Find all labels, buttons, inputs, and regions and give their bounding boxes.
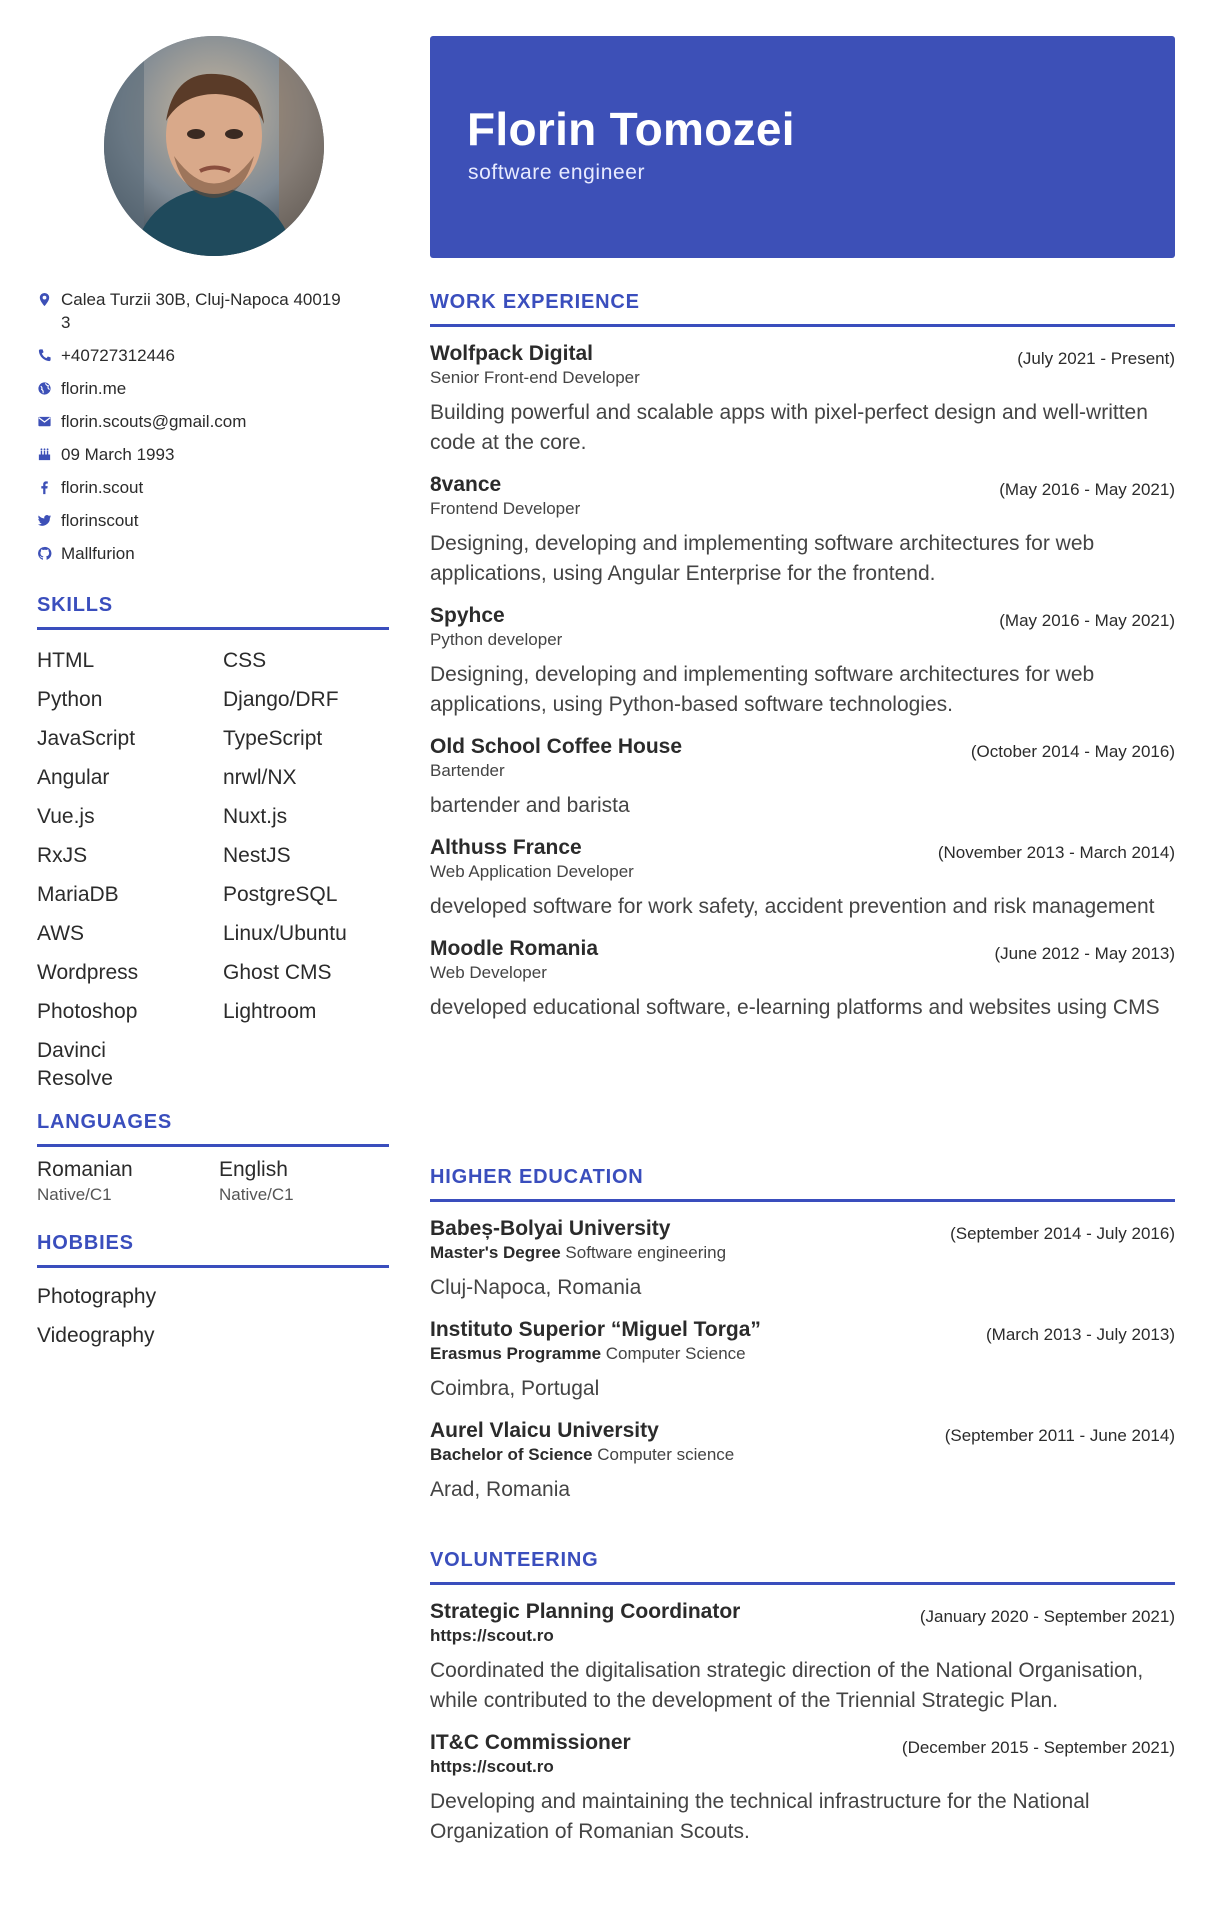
work-desc: developed educational software, e-learning platforms and websites using CMS [430,996,1160,1019]
education-degree: Bachelor of Science [430,1445,593,1464]
education-field: Computer Science [605,1344,746,1363]
volunteering-title: VOLUNTEERING [430,1549,1175,1585]
person-name: Florin Tomozei [467,103,795,155]
skills-section [37,594,389,1099]
work-desc: bartender and barista [430,794,630,817]
education-degree: Erasmus Programme [430,1344,602,1363]
skill-item: MariaDB [37,883,119,906]
language-name: Romanian [37,1158,133,1181]
email-icon [37,410,61,433]
skill-item: Python [37,688,103,711]
twitter-icon [37,509,61,532]
work-entry [430,835,1175,922]
work-org: Wolfpack Digital [430,342,593,365]
work-desc: Designing, developing and implementing software architectures for web applications, using Python-based software technologies. [430,663,1095,716]
education-location: Cluj-Napoca, Romania [430,1276,642,1299]
contact-address [37,288,389,334]
person-role: software engineer [468,161,646,184]
contact-address-text: Calea Turzii 30B, Cluj-Napoca 40019 3 [61,290,341,332]
language-name: English [219,1158,288,1181]
contact-email-text: florin.scouts@gmail.com [61,412,247,431]
education-section [430,1166,1175,1505]
volunteering-section [430,1549,1175,1847]
skill-item: Angular [37,766,110,789]
language-level: Native/C1 [37,1185,112,1204]
work-entry [430,341,1175,458]
education-org: Instituto Superior “Miguel Torga” [430,1318,761,1341]
education-degree-line [430,1444,734,1466]
volunteering-link-line [430,1756,631,1778]
work-date: (November 2013 - March 2014) [937,843,1175,862]
work-title: WORK EXPERIENCE [430,291,1175,327]
work-desc: developed software for work safety, accident prevention and risk management [430,895,1155,918]
volunteering-entry [430,1730,1175,1847]
contact-twitter[interactable] [37,509,389,532]
contact-list [37,288,389,575]
skill-item: CSS [223,649,267,672]
education-degree-line [430,1343,761,1365]
education-title: HIGHER EDUCATION [430,1166,1175,1202]
work-org: Spyhce [430,604,505,627]
work-desc: Designing, developing and implementing software architectures for web applications, using Angular Enterprise for the frontend. [430,532,1095,585]
volunteering-link-line [430,1625,740,1647]
contact-facebook-text: florin.scout [61,478,144,497]
volunteering-date: (January 2020 - September 2021) [919,1607,1175,1626]
work-entry [430,734,1175,821]
skill-item: TypeScript [223,727,323,750]
work-date: (June 2012 - May 2013) [994,944,1175,963]
work-position: Frontend Developer [430,499,581,518]
contact-website[interactable] [37,377,389,400]
skill-item: PostgreSQL [223,883,338,906]
language-item [37,1157,219,1207]
language-item [219,1157,389,1207]
contact-facebook[interactable] [37,476,389,499]
skill-item: Davinci Resolve [37,1039,113,1090]
hobbies-section [37,1232,389,1356]
volunteering-desc: Coordinated the digitalisation strategic direction of the National Organisation, while contributed to the development of the Triennial Strategic Plan. [430,1659,1144,1712]
skill-item: Vue.js [37,805,95,828]
work-org: Althuss France [430,836,582,859]
volunteering-link[interactable]: https://scout.ro [430,1757,554,1776]
skill-item: Django/DRF [223,688,339,711]
languages-title: LANGUAGES [37,1111,389,1147]
name-header [430,36,1175,258]
education-location: Coimbra, Portugal [430,1377,600,1400]
skill-item: Wordpress [37,961,139,984]
right-column [430,36,1175,1843]
profile-photo [104,36,324,256]
skill-item: HTML [37,649,95,672]
skill-item: Linux/Ubuntu [223,922,347,945]
volunteering-link[interactable]: https://scout.ro [430,1626,554,1645]
work-date: (October 2014 - May 2016) [970,742,1175,761]
globe-icon [37,377,61,400]
volunteering-role: IT&C Commissioner [430,1731,631,1754]
skill-item: RxJS [37,844,88,867]
education-degree-line [430,1242,726,1264]
languages-section [37,1111,389,1207]
work-section [430,291,1175,1023]
language-level: Native/C1 [219,1185,294,1204]
birthday-cake-icon [37,443,61,466]
education-location: Arad, Romania [430,1478,571,1501]
work-org: 8vance [430,473,502,496]
skills-title: SKILLS [37,594,389,630]
work-entry [430,936,1175,1023]
skill-item: Lightroom [223,1000,317,1023]
work-position: Web Application Developer [430,862,634,881]
education-entry [430,1317,1175,1404]
contact-github[interactable] [37,542,389,565]
skill-item: Nuxt.js [223,805,288,828]
work-position: Python developer [430,630,563,649]
volunteering-entry [430,1599,1175,1716]
education-degree: Master's Degree [430,1243,561,1262]
education-entry [430,1216,1175,1303]
map-pin-icon [37,288,61,311]
skills-list [37,642,389,1099]
hobbies-list [37,1278,389,1356]
education-org: Aurel Vlaicu University [430,1419,659,1442]
work-entry [430,472,1175,589]
hobby-item: Videography [37,1324,155,1347]
work-position: Bartender [430,761,505,780]
skill-item: NestJS [223,844,291,867]
hobbies-title: HOBBIES [37,1232,389,1268]
work-entry [430,603,1175,720]
phone-icon [37,344,61,367]
education-field: Software engineering [565,1243,727,1262]
work-org: Old School Coffee House [430,735,683,758]
contact-github-text: Mallfurion [61,544,135,563]
volunteering-role: Strategic Planning Coordinator [430,1600,741,1623]
education-date: (September 2014 - July 2016) [950,1224,1175,1243]
volunteering-desc: Developing and maintaining the technical infrastructure for the National Organization of Romanian Scouts. [430,1790,1090,1843]
hobby-item: Photography [37,1285,157,1308]
contact-website-text: florin.me [61,379,127,398]
volunteering-date: (December 2015 - September 2021) [901,1738,1175,1757]
contact-birthday-text: 09 March 1993 [61,445,175,464]
education-org: Babeș-Bolyai University [430,1217,671,1240]
education-date: (September 2011 - June 2014) [944,1426,1175,1445]
skill-item: Photoshop [37,1000,138,1023]
github-icon [37,542,61,565]
work-position: Senior Front-end Developer [430,368,640,387]
education-field: Computer science [597,1445,735,1464]
contact-birthday [37,443,389,466]
work-date: (July 2021 - Present) [1017,349,1175,368]
work-date: (May 2016 - May 2021) [999,611,1175,630]
skill-item: nrwl/NX [223,766,297,789]
facebook-icon [37,476,61,499]
contact-phone-text: +40727312446 [61,346,175,365]
work-org: Moodle Romania [430,937,599,960]
skill-item: Ghost CMS [223,961,332,984]
education-entry [430,1418,1175,1505]
education-date: (March 2013 - July 2013) [986,1325,1175,1344]
skill-item: JavaScript [37,727,136,750]
work-desc: Building powerful and scalable apps with pixel-perfect design and well-written code at the core. [430,401,1148,454]
languages-list [37,1157,389,1207]
work-position: Web Developer [430,963,547,982]
skill-item: AWS [37,922,85,945]
work-date: (May 2016 - May 2021) [999,480,1175,499]
contact-email[interactable] [37,410,389,433]
contact-phone[interactable] [37,344,389,367]
contact-twitter-text: florinscout [61,511,139,530]
